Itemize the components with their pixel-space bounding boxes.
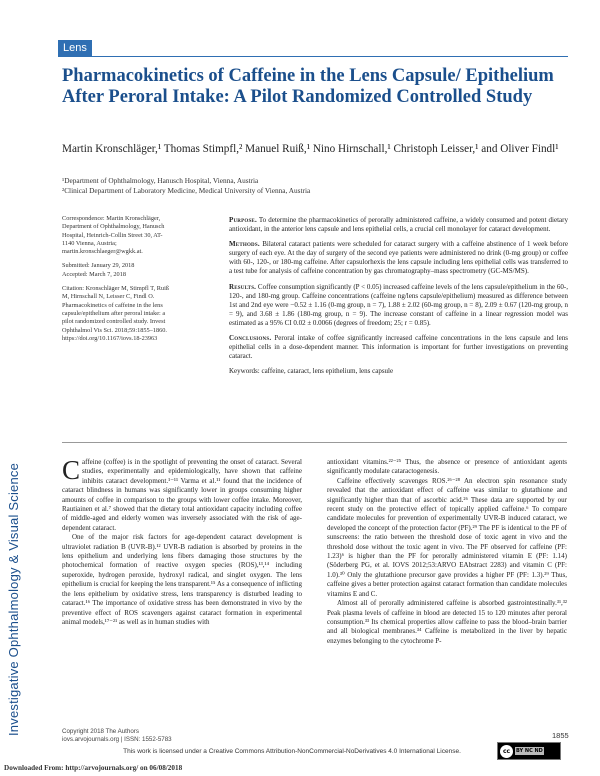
submitted-date: Submitted: January 29, 2018 xyxy=(62,262,135,270)
dropcap: C xyxy=(62,455,81,485)
journal-name-vertical: Investigative Ophthalmology & Visual Science xyxy=(6,462,21,736)
paragraph-text: affeine (coffee) is in the spotlight of preventing the onset of cataract. Several studies, experimentally and epidemiologically, have shown that caffeine inhibits cataract development.¹⁻¹¹ Varma et al.¹¹ found that the incidence of cataract blindness in humans was significantly lower in groups consuming higher amounts of coffee in comparison to the groups with lower coffee intake. Moreover, Rautiainen et al.⁷ showed that the dietary total antioxidant capacity including coffee of middle-aged and elderly women was inversely associated with the risk of age-dependent cataract. xyxy=(62,458,302,532)
cc-badge-label: BY NC ND xyxy=(516,748,543,754)
abstract-results xyxy=(229,283,568,328)
paragraph: Caffeine effectively scavenges ROS.²⁶⁻²⁸ An electron spin resonance study revealed that the antioxidant effect of caffeine was similar to glutathione and significantly higher than that of ascorbic acid.²⁶ These data are supported by our recent study on the protective effect of topically applied caffeine.⁶ To compare candidate molecules for prevention of experimentally UVR-B induced cataract, we developed the concept of the protection factor (PF).²⁹ The PF is identical to the PF of sunscreens: the ratio between the threshold dose of toxic agent in vivo and the threshold dose without the toxic agent in vivo. The PF observed for caffeine (PF: 1.23)⁶ is higher than the PF for perorally administered vitamin E (PF: 1.14) (Söderberg PG, et al. IOVS 2012;53:ARVO EAbstract 2283) and vitamin C (PF: 1.0).³⁰ Only the glutathione precursor gave provides a higher PF (PF: 1.3).²⁹ Thus, caffeine gives a better protection against cataract formation than candidate molecules vitamins E and C. xyxy=(327,476,567,598)
copyright-text: Copyright 2018 The Authors xyxy=(62,728,139,735)
paragraph: One of the major risk factors for age-dependent cataract development is ultraviolet radiation B (UVR-B).¹² UVR-B radiation is absorbed by proteins in the lens epithelium and underlying lens fibers damaging those structures by the photochemical formation of reactive oxygen species (ROS),¹³,¹⁴ including superoxide, hydrogen peroxide, hydroxyl radical, and singlet oxygen. The lens epithelium is crucial for keeping the lens transparent.¹⁵ As a consequence of inflicting the lens epithelium by oxidative stress, lens transparency is disturbed leading to cataract.¹⁶ The importance of oxidative stress has been demonstrated in vivo by the preventive effect of ROS scavengers against cataract formation in experimental animal models,¹⁷⁻²¹ as well as in human studies with xyxy=(62,533,302,626)
cc-license-badge[interactable] xyxy=(497,742,561,760)
correspondence: Correspondence: Martin Kronschläger, Department of Ophthalmology, Hanusch Hospital, Heinrich-Collin Street 30, AT-1140 Vienna, Austria; martin.kronschlaeger@wgkk.at. xyxy=(62,215,165,256)
footer-copyright xyxy=(62,728,172,744)
section-tab: Lens xyxy=(58,40,92,56)
conclusions-heading: Conclusions. xyxy=(229,334,272,343)
affiliation-2: ²Clinical Department of Laboratory Medicine, Medical University of Vienna, Austria xyxy=(62,186,311,195)
paragraph xyxy=(62,455,302,533)
abstract-divider xyxy=(62,442,567,443)
page-number: 1855 xyxy=(552,731,569,740)
body-column-left xyxy=(62,455,302,627)
methods-text: Bilateral cataract patients were scheduled for cataract surgery with a caffeine abstinence of 1 week before surgery of each eye. At the day of surgery of the second eye patients were administered no drink (0-mg group) or coffee with 60-, 120-, or 180-mg caffeine. After capsulorhexis the lens capsule including lens epithelial cells was transferred to a test tube for analysis of caffeine concentration by gas chromatography–mass spectrometry (GC-MS/MS). xyxy=(229,240,568,276)
abstract-conclusions xyxy=(229,334,568,361)
article-meta xyxy=(62,215,170,349)
abstract-methods xyxy=(229,240,568,276)
author-list: Martin Kronschläger,¹ Thomas Stimpfl,² Manuel Ruiß,¹ Nino Hirnschall,¹ Christoph Leisser,¹ and Oliver Findl¹ xyxy=(62,143,559,155)
section-divider xyxy=(58,56,568,57)
cc-icon: cc xyxy=(500,745,513,758)
paragraph: Almost all of perorally administered caffeine is absorbed gastrointestinally.³¹,³² Peak plasma levels of caffeine in blood are detected 15 to 120 minutes after peroral consumption.³³ Its chemical properties allow caffeine to pass the blood–brain barrier and all biological membranes.³⁴ Caffeine is metabolized in the liver by hepatic enzymes belonging to the cytochrome P- xyxy=(327,599,567,645)
results-heading: Results. xyxy=(229,282,257,291)
journal-sidebar xyxy=(0,0,52,776)
abstract-purpose xyxy=(229,216,568,234)
citation: Citation: Kronschläger M, Stimpfl T, Ruiß M, Hirnschall N, Leisser C, Findl O. Pharmacokinetics of caffeine in the lens capsule/epithelium after peroral intake: a pilot randomized controlled study. Invest Ophthalmol Vis Sci. 2018;59:1855–1860. https://doi.org/10.1167/iovs.18-23963 xyxy=(62,285,169,342)
license-link[interactable]: This work is licensed under a Creative Commons Attribution-NonCommercial-NoDerivatives 4.0 International License. xyxy=(123,748,461,755)
conclusions-text: Peroral intake of coffee significantly increased caffeine concentrations in the lens capsule and lens epithelial cells in a dose-dependent manner. This information is important for further investigations on preventing cataract. xyxy=(229,334,568,361)
paragraph: antioxidant vitamins.²²⁻²⁵ Thus, the absence or presence of antioxidant agents significantly modulate cataractogenesis. xyxy=(327,458,567,476)
abstract xyxy=(229,216,568,382)
purpose-text: To determine the pharmacokinetics of perorally administered caffeine, a widely consumed and potent dietary antioxidant, in the anterior lens capsule and lens epithelial cells, a crucial cell monolayer for cataract development. xyxy=(229,216,568,234)
keywords: Keywords: caffeine, cataract, lens epithelium, lens capsule xyxy=(229,367,394,376)
download-notice: Downloaded From: http://arvojournals.org/ on 06/08/2018 xyxy=(4,764,183,772)
article-title: Pharmacokinetics of Caffeine in the Lens Capsule/ Epithelium After Peroral Intake: A Pilot Randomized Controlled Study xyxy=(62,66,554,107)
affiliation-1: ¹Department of Ophthalmology, Hanusch Hospital, Vienna, Austria xyxy=(62,176,259,185)
methods-heading: Methods. xyxy=(229,240,260,249)
accepted-date: Accepted: March 7, 2018 xyxy=(62,270,126,278)
purpose-heading: Purpose. xyxy=(229,216,257,224)
issn-text: iovs.arvojournals.org | ISSN: 1552-5783 xyxy=(62,736,172,743)
results-text: Coffee consumption significantly (P < 0.05) increased caffeine levels of the lens capsule/epithelium in the 60-, 120-, and 180-mg group. Caffeine concentrations (caffeine ng/lens capsule/epithelium) measured as difference between 1st and 2nd eye were −0.52 ± 1.16 (0-mg group, n = 7), 1.88 ± 2.02 (60-mg group, n = 8), 2.09 ± 0.67 (120-mg group, n = 9), and 3.68 ± 1.86 (180-mg group, n = 9). The increase constant of caffeine in a linear regression model was estimated as a 95% CI 0.02 ± 0.0066 (degrees of freedom; 25; r = 0.85). xyxy=(229,282,568,327)
body-column-right xyxy=(327,458,567,646)
